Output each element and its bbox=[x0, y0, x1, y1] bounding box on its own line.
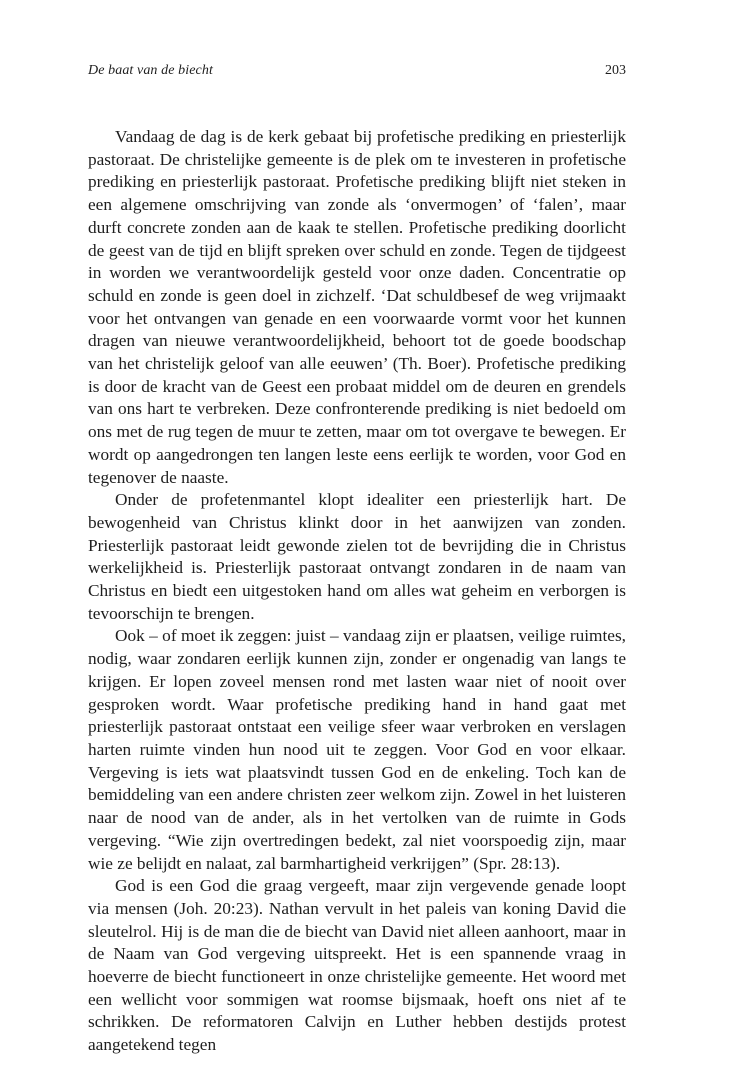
paragraph-4: God is een God die graag vergeeft, maar zijn vergevende genade loopt via mensen (Joh. 20:23). Nathan vervult in het paleis van koning David die sleutelrol. Hij is de man die de biecht van David niet alleen aanhoort, maar in de Naam van God vergeving uitspreekt. Het is een spannende vraag in hoeverre de biecht functioneert in onze christelijke gemeente. Het woord met een wellicht voor sommigen wat roomse bijsmaak, hoeft ons niet af te schrikken. De reformatoren Calvijn en Luther hebben destijds protest aangetekend tegen bbox=[88, 876, 626, 1055]
body-text bbox=[88, 126, 626, 1057]
paragraph-1: Vandaag de dag is de kerk gebaat bij profetische prediking en priesterlijk pastoraat. De christelijke gemeente is de plek om te investeren in profetische prediking en priesterlijk pastoraat. Profetische prediking blijft niet steken in een algemene omschrijving van zonde als ‘onvermogen’ of ‘falen’, maar durft concrete zonden aan de kaak te stellen. Profetische prediking doorlicht de geest van de tijd en blijft spreken over schuld en zonde. Tegen de tijdgeest in worden we verantwoordelijk gesteld voor onze daden. Concentratie op schuld en zonde is geen doel in zichzelf. ‘Dat schuldbesef de weg vrijmaakt voor het ontvangen van genade en een voorwaarde vormt voor het kunnen dragen van nieuwe verantwoordelijkheid, behoort tot de goede boodschap van het christelijk geloof van alle eeuwen’ (Th. Boer). Profetische prediking is door de kracht van de Geest een probaat middel om de deuren en grendels van ons hart te verbreken. Deze confronterende prediking is niet bedoeld om ons met de rug tegen de muur te zetten, maar om tot overgave te bewegen. Er wordt op aangedrongen ten langen leste eens eerlijk te worden, voor God en tegenover de naaste. bbox=[88, 127, 626, 487]
paragraph-3: Ook – of moet ik zeggen: juist – vandaag zijn er plaatsen, veilige ruimtes, nodig, waar zondaren eerlijk kunnen zijn, zonder er ongenadig van langs te krijgen. Er lopen zoveel mensen rond met lasten waar niet of nooit over gesproken wordt. Waar profetische prediking hand in hand gaat met priesterlijk pastoraat ontstaat een veilige sfeer waar verbroken en verslagen harten ruimte vinden hun nood uit te zeggen. Voor God en voor elkaar. Vergeving is iets wat plaatsvindt tussen God en de enkeling. Toch kan de bemiddeling van een andere christen zeer welkom zijn. Zowel in het luisteren naar de nood van de ander, als in het vertolken van de ruimte in Gods vergeving. “Wie zijn overtredingen bedekt, zal niet voorspoedig zijn, maar wie ze belijdt en nalaat, zal barmhartigheid verkrijgen” (Spr. 28:13). bbox=[88, 626, 626, 873]
paragraph-2: Onder de profetenmantel klopt idealiter een priesterlijk hart. De bewogenheid van Christus klinkt door in het aanwijzen van zonden. Priesterlijk pastoraat leidt gewonde zielen tot de bevrijding die in Christus werkelijkheid is. Priesterlijk pastoraat ontvangt zondaren in de naam van Christus en biedt een uitgestoken hand om alles wat geheim en verborgen is tevoorschijn te brengen. bbox=[88, 490, 626, 623]
running-head-title: De baat van de biecht bbox=[88, 63, 213, 78]
page-number: 203 bbox=[605, 63, 626, 78]
